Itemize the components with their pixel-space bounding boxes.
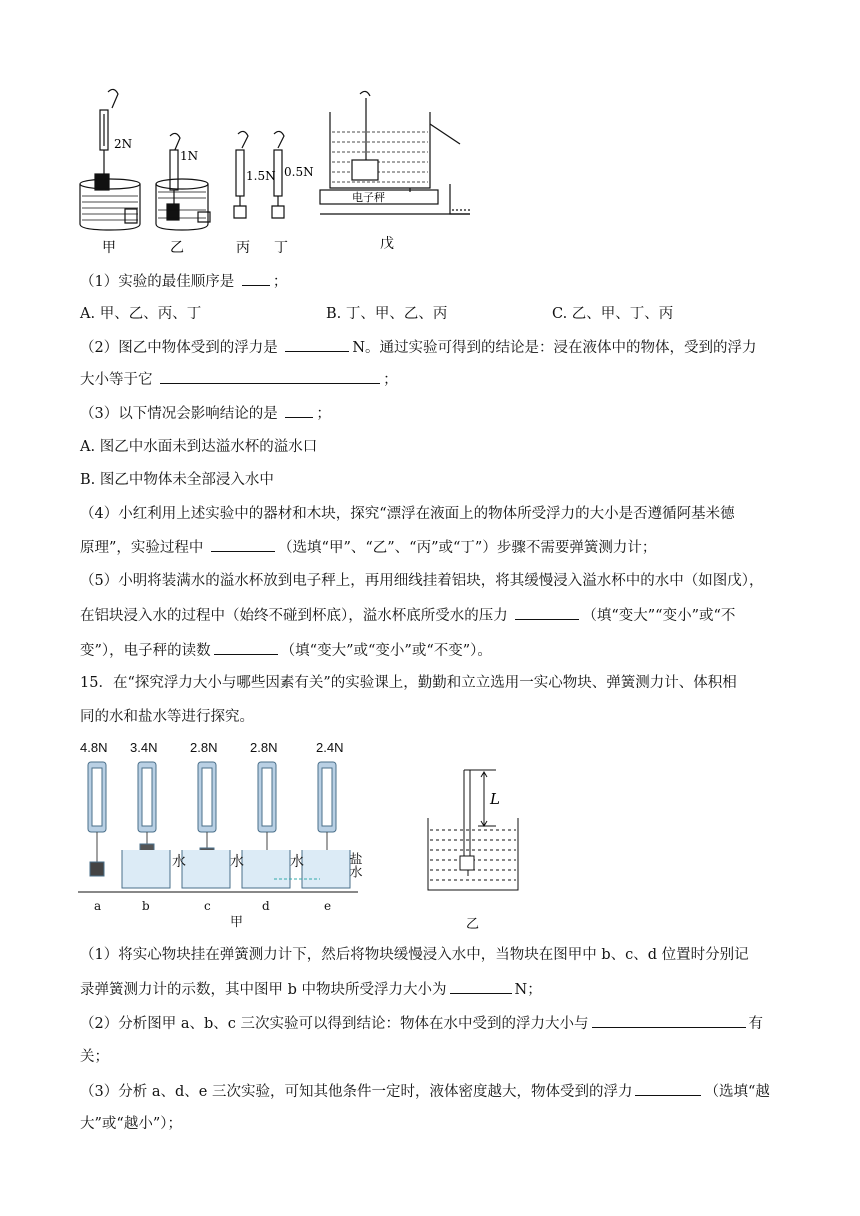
fig1-reading-yi: 1N (180, 149, 199, 163)
fig1-label-bing: 丙 (236, 240, 250, 256)
reading-b: 3.4N (130, 740, 158, 755)
q14-part2-line2: 大小等于它 ； (80, 369, 398, 390)
answer-blank[interactable] (285, 337, 349, 352)
sublabel-c: c (204, 899, 211, 913)
q14-part1: （1）实验的最佳顺序是 ； (80, 271, 287, 292)
label-jia: 甲 (230, 915, 244, 928)
figure-jia-spring-scales (78, 738, 378, 928)
label-L: L (490, 790, 500, 808)
answer-blank[interactable] (592, 1013, 746, 1028)
q14-part5-line1: （5）小明将装满水的溢水杯放到电子秤上，再用细线挂着铝块，将其缓慢浸入溢水杯中的水中（如图戊）， (80, 573, 764, 589)
answer-blank[interactable] (285, 403, 313, 418)
q14-part3: （3）以下情况会影响结论的是 ； (80, 403, 331, 424)
liquid-e: 盐水 (346, 852, 362, 878)
sublabel-e: e (324, 899, 332, 913)
option-b: B. 丁、甲、乙、丙 (326, 306, 448, 322)
reading-c: 2.8N (190, 740, 218, 755)
fig1-reading-bing: 1.5N (246, 169, 276, 183)
fig1-label-ding: 丁 (274, 240, 288, 256)
q15-part3-line2: 大”或“越小”）； (80, 1116, 182, 1132)
q14-part5-line2: 在铝块浸入水的过程中（始终不碰到杯底），溢水杯底所受水的压力 （填“变大”“变小”或“不 (80, 605, 735, 626)
answer-blank[interactable] (211, 537, 275, 552)
fig1-reading-jia: 2N (114, 137, 133, 151)
answer-blank[interactable] (450, 979, 512, 994)
option-c: C. 乙、甲、丁、丙 (552, 306, 674, 322)
sublabel-d: d (262, 899, 270, 913)
q15-part3-line1: （3）分析 a、d、e 三次实验，可知其他条件一定时，液体密度越大，物体受到的浮力 （选填“越 (80, 1081, 770, 1102)
figure-buoyancy-experiment (70, 84, 470, 256)
fig1-reading-ding: 0.5N (284, 165, 314, 179)
reading-d: 2.8N (250, 740, 278, 755)
answer-blank[interactable] (160, 369, 380, 384)
reading-a: 4.8N (80, 740, 108, 755)
fig1-scale-label: 电子秤 (352, 191, 385, 204)
option-a: A. 甲、乙、丙、丁 (80, 306, 202, 322)
q15-part2-line2: 关； (80, 1049, 109, 1065)
q14-part4-line1: （4）小红利用上述实验中的器材和木块，探究“漂浮在液面上的物体所受浮力的大小是否遵循阿基米德 (80, 506, 735, 522)
q15-part1-line2: 录弹簧测力计的示数，其中图甲 b 中物块所受浮力大小为 N； (80, 979, 542, 1000)
sublabel-b: b (142, 899, 150, 913)
q15-stem-line1: 15．在“探究浮力大小与哪些因素有关”的实验课上，勤勤和立立选用一实心物块、弹簧测力计、体积相 (80, 675, 737, 691)
answer-blank[interactable] (515, 605, 579, 620)
label-yi: 乙 (466, 917, 480, 932)
liquid-d: 水 (290, 854, 304, 870)
q14-part3-option-a: A. 图乙中水面未到达溢水杯的溢水口 (80, 439, 318, 455)
q15-part1-line1: （1）将实心物块挂在弹簧测力计下，然后将物块缓慢浸入水中，当物块在图甲中 b、c、d 位置时分别记 (80, 947, 749, 963)
answer-blank[interactable] (214, 640, 278, 655)
answer-blank[interactable] (635, 1081, 701, 1096)
liquid-c: 水 (230, 854, 244, 870)
q14-part2-line1: （2）图乙中物体受到的浮力是 N。通过实验可得到的结论是：浸在液体中的物体，受到的浮力 (80, 337, 757, 358)
q15-part2-line1: （2）分析图甲 a、b、c 三次实验可以得到结论：物体在水中受到的浮力大小与 有 (80, 1013, 763, 1034)
fig1-label-yi: 乙 (170, 240, 184, 256)
fig1-label-jia: 甲 (102, 240, 116, 256)
q15-stem-line2: 同的水和盐水等进行探究。 (80, 709, 254, 725)
reading-e: 2.4N (316, 740, 344, 755)
q14-part5-line3: 变”），电子秤的读数 （填“变大”或“变小”或“不变”）。 (80, 640, 492, 661)
liquid-b: 水 (172, 854, 186, 870)
q14-part4-line2: 原理”，实验过程中 （选填“甲”、“乙”、“丙”或“丁”）步骤不需要弹簧测力计； (80, 537, 656, 558)
q14-part3-option-b: B. 图乙中物体未全部浸入水中 (80, 472, 274, 488)
sublabel-a: a (94, 899, 102, 913)
figure-yi-container (420, 760, 530, 932)
answer-blank[interactable] (242, 271, 270, 286)
fig1-label-wu: 戊 (380, 236, 394, 252)
